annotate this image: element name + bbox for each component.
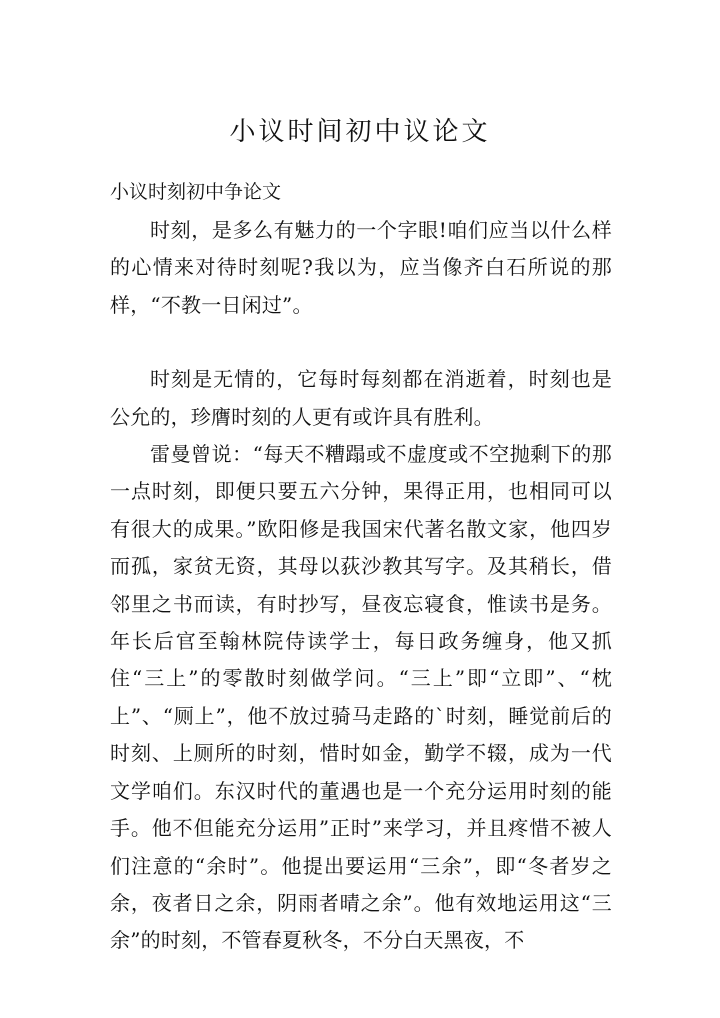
paragraph-2: 时刻是无情的，它每时每刻都在消逝着，时刻也是公允的，珍膺时刻的人更有或许具有胜利。 (110, 367, 612, 429)
paragraph-gap (110, 324, 612, 361)
paragraph-1: 时刻，是多么有魅力的一个字眼!咱们应当以什么样的心情来对待时刻呢?我以为，应当像齐白石所说的那样，“不教一日闲过”。 (110, 218, 612, 317)
paragraph-3: 雷曼曾说：“每天不糟蹋或不虚度或不空抛剩下的那一点时刻，即便只要五六分钟，果得正用，也相同可以有很大的成果。”欧阳修是我国宋代著名散文家，他四岁而孤，家贫无资，其母以荻沙教其写字。及其稍长，借邻里之书而读，有时抄写，昼夜忘寝食，惟读书是务。年长后官至翰林院侍读学士，每日政务缠身，他又抓住“三上”的零散时刻做学问。“三上”即“立即”、“枕上”、“厕上”，他不放过骑马走路的`时刻，睡觉前后的时刻、上厕所的时刻，惜时如金，勤学不辍，成为一代文学咱们。东汉时代的董遇也是一个充分运用时刻的能手。他不但能充分运用”正时”来学习，并且疼惜不被人们注意的“余时”。他提出要运用“三余”，即“冬者岁之余，夜者日之余，阴雨者晴之余”。他有效地运用这“三余”的时刻，不管春夏秋冬，不分白天黑夜，不 (110, 442, 612, 953)
document-title: 小议时间初中议论文 (229, 117, 491, 147)
document-body (110, 212, 612, 960)
document-subtitle: 小议时刻初中争论文 (110, 181, 282, 203)
